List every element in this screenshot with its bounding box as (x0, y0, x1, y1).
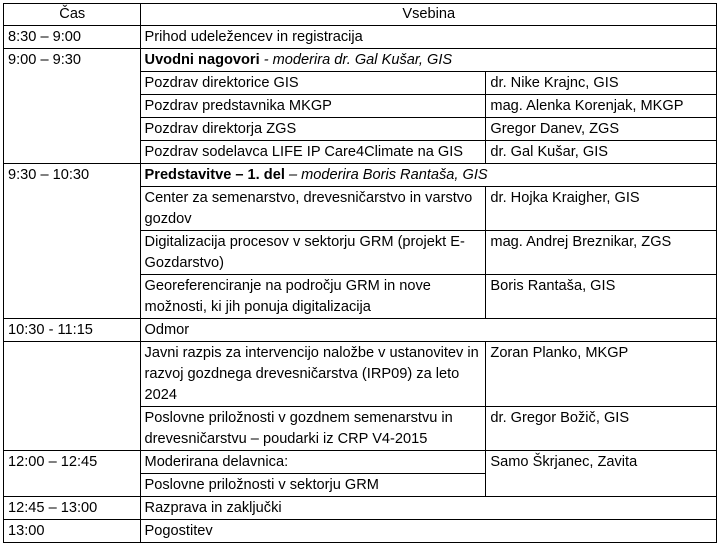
session-title: Prihod udeležencev in registracija (140, 26, 716, 49)
talk-title: Digitalizacija procesov v sektorju GRM (projekt E-Gozdarstvo) (140, 231, 486, 275)
talk-speaker: dr. Nike Krajnc, GIS (486, 72, 717, 95)
session-time: 10:30 - 11:15 (4, 319, 141, 342)
table-row (4, 520, 717, 543)
talk-title: Pozdrav predstavnika MKGP (140, 95, 486, 118)
talk-speaker: Boris Rantaša, GIS (486, 275, 717, 319)
session-title: Moderirana delavnica: (140, 451, 486, 474)
session-time: 13:00 (4, 520, 141, 543)
session-time: 9:30 – 10:30 (4, 164, 141, 319)
table-row (4, 451, 717, 474)
talk-title: Pozdrav sodelavca LIFE IP Care4Climate na GIS (140, 141, 486, 164)
talk-title: Pozdrav direktorja ZGS (140, 118, 486, 141)
talk-speaker: Samo Škrjanec, Zavita (486, 451, 717, 497)
session-heading (140, 164, 716, 187)
session-heading (140, 49, 716, 72)
session-title: Odmor (140, 319, 716, 342)
session-subtitle: Poslovne priložnosti v sektorju GRM (140, 474, 486, 497)
table-row (4, 319, 717, 342)
session-time: 9:00 – 9:30 (4, 49, 141, 164)
session-moderator: - moderira dr. Gal Kušar, GIS (263, 52, 453, 68)
header-row (4, 4, 717, 26)
table-row (4, 342, 717, 407)
talk-speaker: Zoran Planko, MKGP (486, 342, 717, 407)
talk-speaker: dr. Gal Kušar, GIS (486, 141, 717, 164)
talk-title: Javni razpis za intervencijo naložbe v ustanovitev in razvoj gozdnega drevesničarstva (IRP09) za leto 2024 (140, 342, 486, 407)
talk-speaker: dr. Gregor Božič, GIS (486, 407, 717, 451)
talk-title: Pozdrav direktorice GIS (140, 72, 486, 95)
table-row (4, 164, 717, 187)
talk-speaker: mag. Alenka Korenjak, MKGP (486, 95, 717, 118)
session-time-empty (4, 342, 141, 451)
session-time: 12:45 – 13:00 (4, 497, 141, 520)
session-title: Uvodni nagovori (144, 52, 260, 68)
session-time: 12:00 – 12:45 (4, 451, 141, 497)
header-content: Vsebina (140, 4, 716, 26)
talk-speaker: Gregor Danev, ZGS (486, 118, 717, 141)
table-row (4, 497, 717, 520)
talk-title: Center za semenarstvo, drevesničarstvo in varstvo gozdov (140, 187, 486, 231)
session-moderator: – moderira Boris Rantaša, GIS (288, 167, 488, 183)
agenda-table (3, 3, 717, 543)
session-title: Razprava in zaključki (140, 497, 716, 520)
session-time: 8:30 – 9:00 (4, 26, 141, 49)
talk-speaker: dr. Hojka Kraigher, GIS (486, 187, 717, 231)
table-row (4, 49, 717, 72)
session-title: Pogostitev (140, 520, 716, 543)
talk-speaker: mag. Andrej Breznikar, ZGS (486, 231, 717, 275)
table-row (4, 26, 717, 49)
talk-title: Poslovne priložnosti v gozdnem semenarstvu in drevesničarstvu – poudarki iz CRP V4-2015 (140, 407, 486, 451)
talk-title: Georeferenciranje na področju GRM in nove možnosti, ki jih ponuja digitalizacija (140, 275, 486, 319)
session-title: Predstavitve – 1. del (144, 167, 285, 183)
header-time: Čas (4, 4, 141, 26)
